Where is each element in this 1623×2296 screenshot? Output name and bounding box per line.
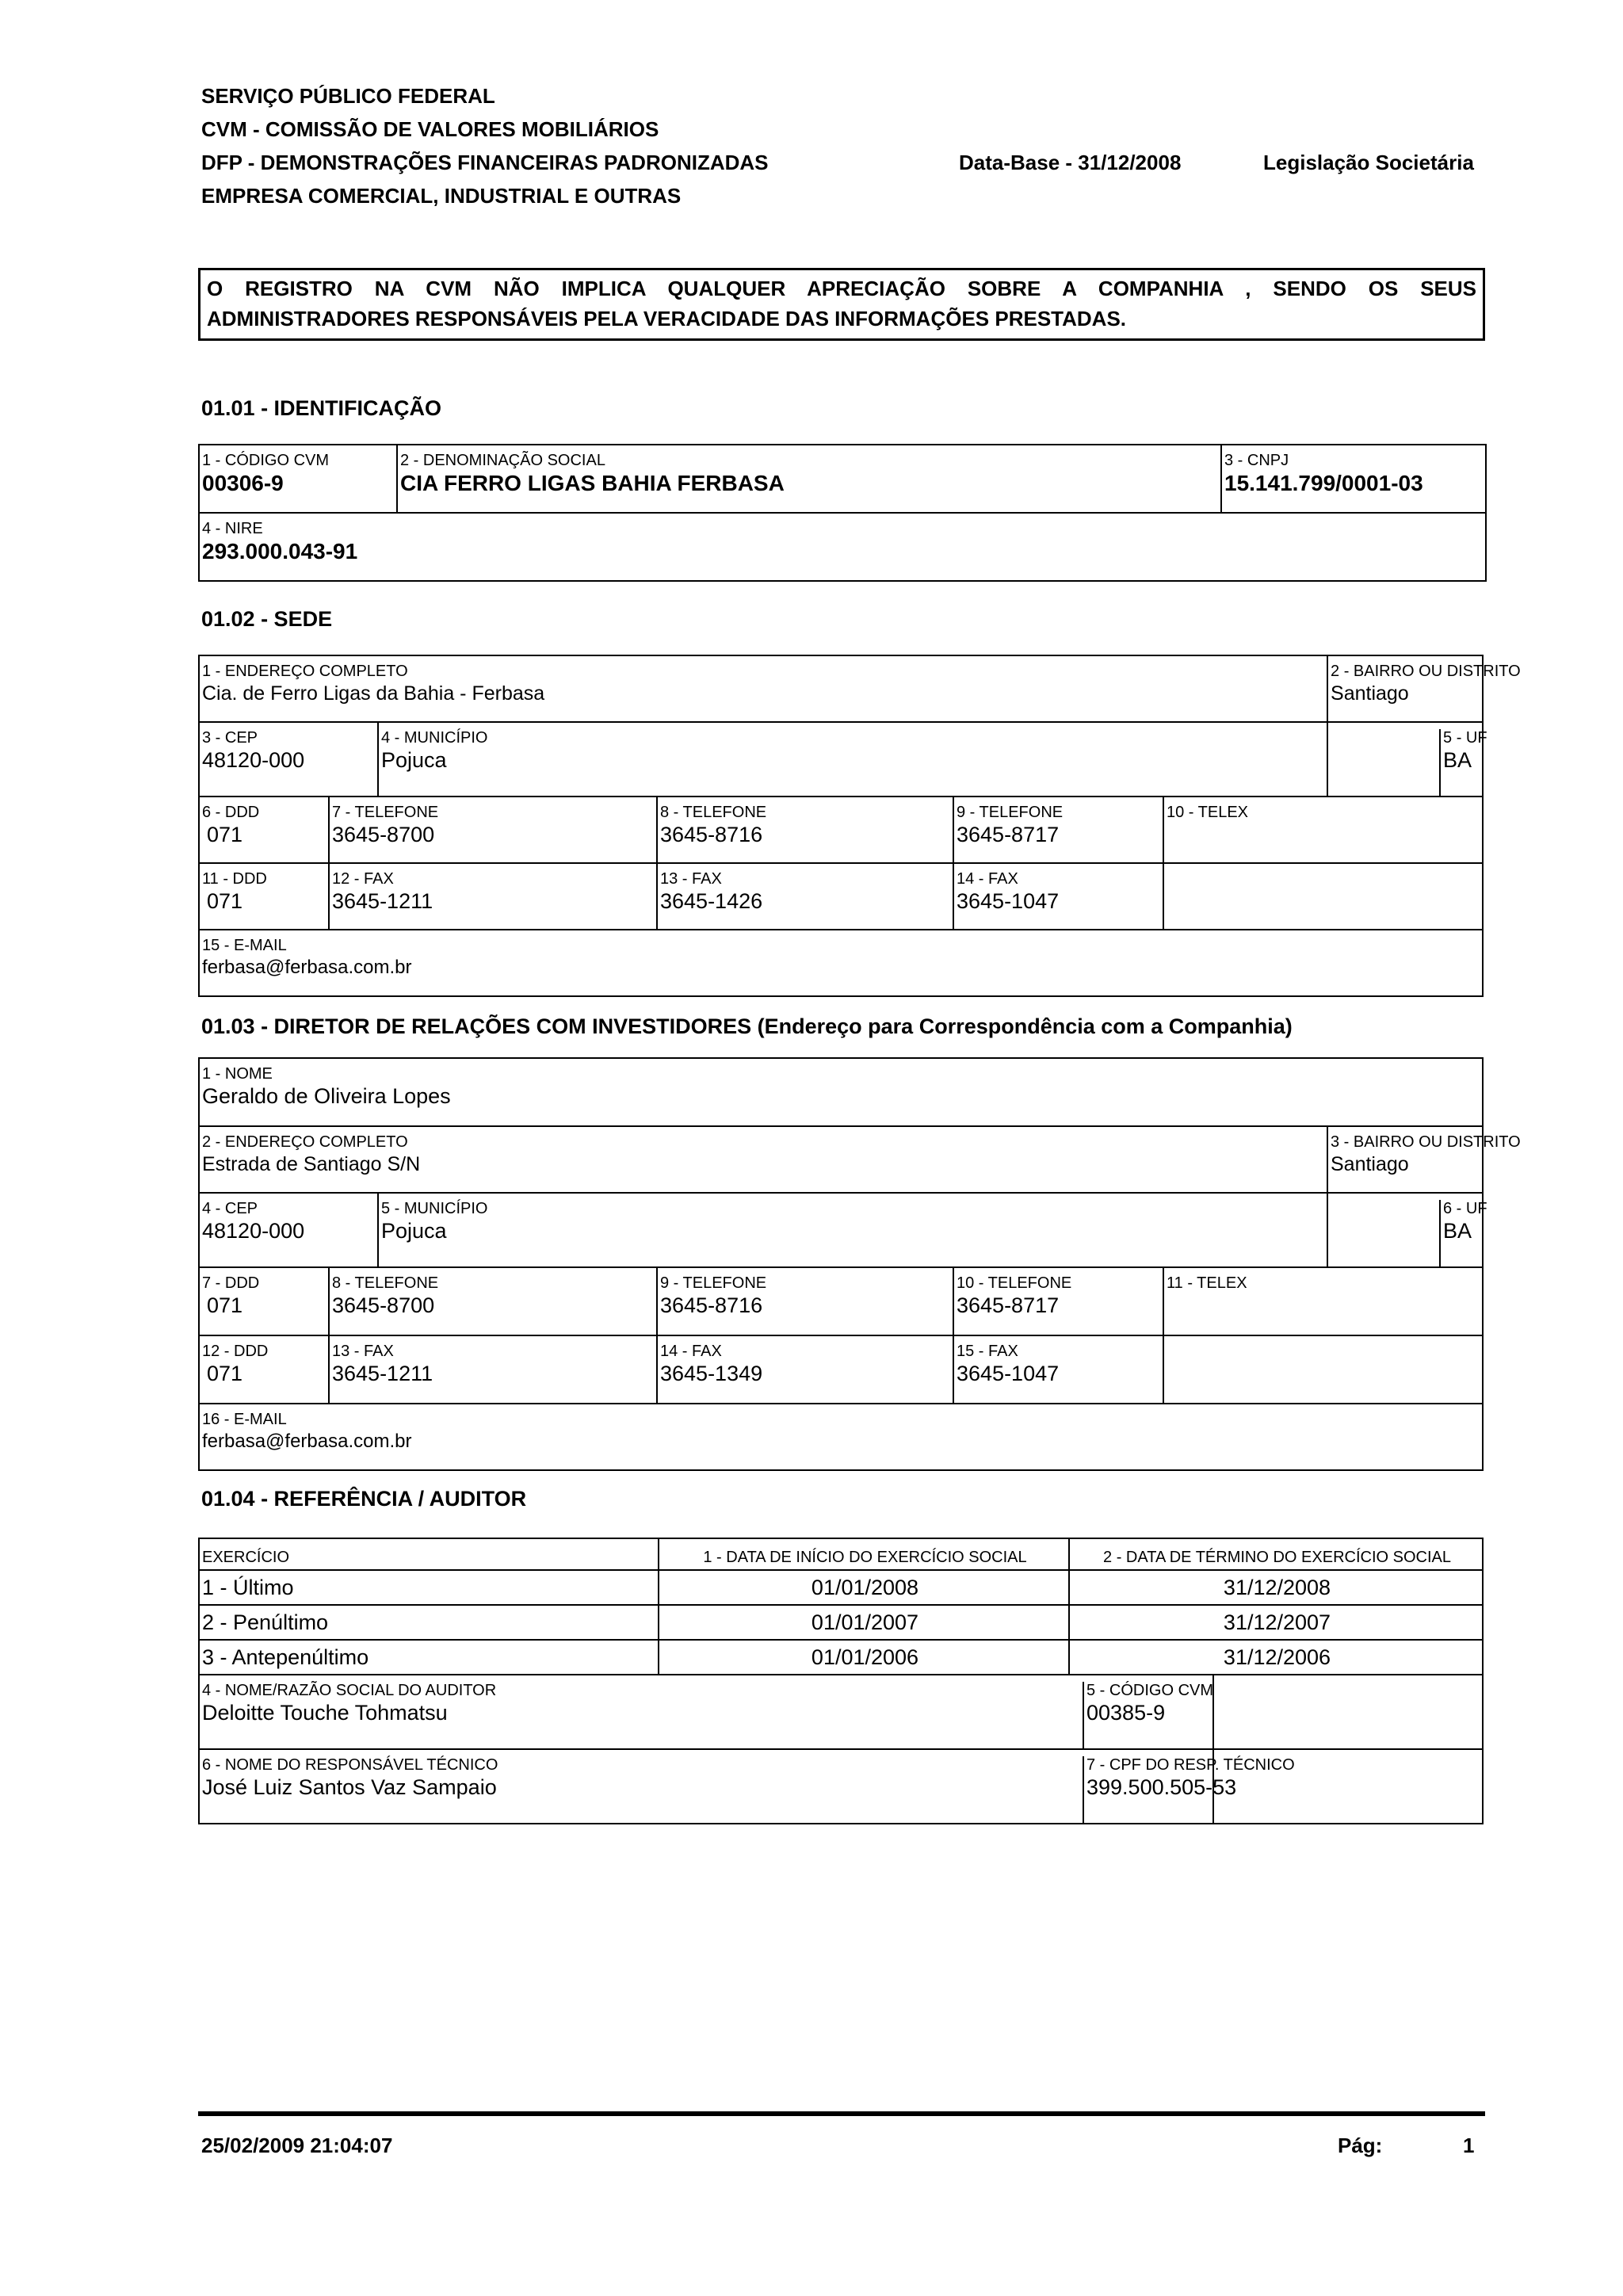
diretor-tel2-value: 3645-8716 [660,1293,763,1317]
diretor-nome-cell [199,1058,1483,1126]
diretor-empty-cell [1163,1335,1483,1404]
sede-uf-value: BA [1443,748,1472,772]
sede-fax1-cell [329,863,657,930]
table-row [199,1605,659,1640]
diretor-fax1-value: 3645-1211 [332,1362,433,1385]
sede-cep-value: 48120-000 [202,748,305,772]
diretor-tel2-cell [657,1267,953,1335]
field-label: 2 - DENOMINAÇÃO SOCIAL [400,452,605,469]
sede-ddd-value: 071 [207,823,243,846]
nire-value: 293.000.043-91 [202,539,358,563]
diretor-cep-cell [199,1193,378,1267]
diretor-tel3-cell [953,1267,1163,1335]
footer-page-number: 1 [1463,2134,1475,2157]
codigo-cvm-cell [199,445,397,513]
sede-tel2-cell [657,797,953,863]
col-termino-header [1069,1538,1483,1570]
field-label: 11 - DDD [202,870,267,888]
footer-rule [198,2111,1485,2116]
sede-tel1-cell [329,797,657,863]
diretor-fax1-cell [329,1335,657,1404]
field-label: 1 - NOME [202,1065,273,1083]
diretor-bairro-value: Santiago [1331,1153,1409,1175]
diretor-municipio-value: Pojuca [381,1219,447,1243]
field-label: 4 - CEP [202,1200,258,1217]
registration-notice [198,268,1485,341]
auditor-cell [199,1675,1213,1749]
field-label: 13 - FAX [332,1343,394,1360]
field-label: 15 - FAX [957,1343,1018,1360]
field-label: 5 - UF [1443,729,1487,747]
section-title-identificacao: 01.01 - IDENTIFICAÇÃO [201,396,442,420]
auditor-value: Deloitte Touche Tohmatsu [202,1701,448,1725]
section-title-diretor: 01.03 - DIRETOR DE RELAÇÕES COM INVESTIDORES (Endereço para Correspondência com a Companhia) [201,1014,1293,1038]
diretor-cep-value: 48120-000 [202,1219,305,1243]
diretor-table [198,1057,1521,1471]
diretor-tel1-value: 3645-8700 [332,1293,435,1317]
diretor-endereco-cell [199,1126,1327,1193]
inicio-cell: 01/01/2008 [811,1576,919,1599]
denominacao-value: CIA FERRO LIGAS BAHIA FERBASA [400,471,785,495]
sede-ddd-cell [199,797,329,863]
header-data-base: Data-Base - 31/12/2008 [959,151,1182,174]
field-label: 8 - TELEFONE [660,804,767,821]
field-label: 16 - E-MAIL [202,1411,287,1428]
diretor-bairro-cell [1327,1126,1521,1193]
col-termino-label: 2 - DATA DE TÉRMINO DO EXERCÍCIO SOCIAL [1103,1549,1451,1566]
field-label: 5 - MUNICÍPIO [381,1200,488,1217]
diretor-uf-cell [1327,1193,1487,1267]
sede-bairro-value: Santiago [1331,682,1409,705]
diretor-ddd2-value: 071 [207,1362,243,1385]
sede-tel3-value: 3645-8717 [957,823,1060,846]
sede-telex-cell [1163,797,1483,863]
field-label: 6 - DDD [202,804,260,821]
field-label: 3 - CNPJ [1224,452,1289,469]
codigo-cvm-value: 00306-9 [202,471,284,495]
sede-table [198,655,1521,997]
col-inicio-header [659,1538,1069,1570]
field-label: 2 - ENDEREÇO COMPLETO [202,1133,408,1151]
cpf-cell [1086,1749,1483,1824]
field-label: 6 - NOME DO RESPONSÁVEL TÉCNICO [202,1756,498,1774]
responsavel-value: José Luiz Santos Vaz Sampaio [202,1775,497,1799]
field-label: 2 - BAIRRO OU DISTRITO [1331,663,1521,680]
nire-cell [199,513,1486,581]
sede-email-cell [199,930,1483,996]
exercicio-cell: 1 - Último [202,1576,294,1599]
diretor-nome-value: Geraldo de Oliveira Lopes [202,1084,451,1108]
sede-fax3-cell [953,863,1163,930]
field-label: 14 - FAX [957,870,1018,888]
inicio-cell: 01/01/2006 [811,1645,919,1669]
field-label: 13 - FAX [660,870,722,888]
identificacao-table [198,444,1487,582]
field-label: 9 - TELEFONE [660,1274,767,1292]
diretor-telex-cell [1163,1267,1483,1335]
section-title-referencia: 01.04 - REFERÊNCIA / AUDITOR [201,1487,527,1511]
sede-endereco-cell [199,655,1327,722]
notice-line-2: ADMINISTRADORES RESPONSÁVEIS PELA VERACIDADE DAS INFORMAÇÕES PRESTADAS. [207,307,1127,330]
field-label: 8 - TELEFONE [332,1274,439,1292]
col-inicio-label: 1 - DATA DE INÍCIO DO EXERCÍCIO SOCIAL [703,1549,1027,1566]
field-label: 9 - TELEFONE [957,804,1064,821]
diretor-email-cell [199,1404,1483,1470]
diretor-ddd-value: 071 [207,1293,243,1317]
diretor-tel1-cell [329,1267,657,1335]
diretor-fax2-value: 3645-1349 [660,1362,763,1385]
termino-cell: 31/12/2008 [1223,1576,1331,1599]
field-label: 10 - TELEFONE [957,1274,1072,1292]
exercicio-cell: 2 - Penúltimo [202,1610,329,1634]
field-label: 6 - UF [1443,1200,1487,1217]
sede-endereco-value: Cia. de Ferro Ligas da Bahia - Ferbasa [202,682,545,705]
cnpj-cell [1221,445,1486,513]
field-label: 4 - NOME/RAZÃO SOCIAL DO AUDITOR [202,1682,497,1699]
field-label: 5 - CÓDIGO CVM [1086,1682,1214,1699]
header-line-empresa: EMPRESA COMERCIAL, INDUSTRIAL E OUTRAS [201,184,682,208]
header-line-cvm: CVM - COMISSÃO DE VALORES MOBILIÁRIOS [201,117,659,141]
diretor-municipio-cell [378,1193,1327,1267]
termino-cell: 31/12/2006 [1223,1645,1331,1669]
exercicio-cell: 3 - Antepenúltimo [202,1645,369,1669]
field-label: 7 - CPF DO RESP. TÉCNICO [1086,1756,1295,1774]
table-row [199,1570,659,1605]
auditor-codigo-value: 00385-9 [1086,1701,1166,1725]
footer-page-label: Pág: [1338,2134,1383,2157]
sede-municipio-value: Pojuca [381,748,447,772]
field-label: 15 - E-MAIL [202,937,287,954]
section-title-sede: 01.02 - SEDE [201,607,333,631]
sede-tel3-cell [953,797,1163,863]
sede-fax3-value: 3645-1047 [957,889,1060,913]
cnpj-value: 15.141.799/0001-03 [1224,471,1423,495]
field-label: 7 - DDD [202,1274,260,1292]
field-label: 4 - NIRE [202,520,263,537]
header-line-dfp: DFP - DEMONSTRAÇÕES FINANCEIRAS PADRONIZADAS [201,151,769,174]
field-label: 4 - MUNICÍPIO [381,729,488,747]
auditor-codigo-cell [1086,1675,1483,1749]
footer-datetime: 25/02/2009 21:04:07 [201,2134,393,2157]
sede-uf-cell [1327,722,1487,797]
field-label: 11 - TELEX [1167,1274,1247,1292]
sede-cep-cell [199,722,378,797]
table-row [199,1640,659,1675]
field-label: 12 - DDD [202,1343,269,1360]
field-label: 14 - FAX [660,1343,722,1360]
diretor-email-value: ferbasa@ferbasa.com.br [202,1431,412,1452]
header-legislacao: Legislação Societária [1263,151,1474,174]
notice-line-1: O REGISTRO NA CVM NÃO IMPLICA QUALQUER APRECIAÇÃO SOBRE A COMPANHIA , SENDO OS SEUS [207,277,1476,300]
field-label: 12 - FAX [332,870,394,888]
diretor-ddd-cell [199,1267,329,1335]
referencia-table [198,1538,1484,1824]
sede-fax1-value: 3645-1211 [332,889,433,913]
diretor-endereco-value: Estrada de Santiago S/N [202,1153,421,1175]
sede-ddd2-cell [199,863,329,930]
col-exercicio-label: EXERCÍCIO [202,1549,290,1566]
field-label: 10 - TELEX [1167,804,1249,821]
field-label: 1 - ENDEREÇO COMPLETO [202,663,408,680]
responsavel-cell [199,1749,1213,1824]
sede-empty-cell [1163,863,1483,930]
sede-tel2-value: 3645-8716 [660,823,763,846]
denominacao-cell [397,445,1221,513]
col-exercicio-header [199,1538,659,1570]
sede-fax2-value: 3645-1426 [660,889,763,913]
diretor-fax2-cell [657,1335,953,1404]
sede-email-value: ferbasa@ferbasa.com.br [202,957,412,978]
diretor-uf-value: BA [1443,1219,1472,1243]
diretor-ddd2-cell [199,1335,329,1404]
sede-ddd2-value: 071 [207,889,243,913]
sede-bairro-cell [1327,655,1521,722]
inicio-cell: 01/01/2007 [811,1610,919,1634]
field-label: 1 - CÓDIGO CVM [202,452,330,469]
field-label: 7 - TELEFONE [332,804,439,821]
field-label: 3 - BAIRRO OU DISTRITO [1331,1133,1521,1151]
field-label: 3 - CEP [202,729,258,747]
header-line-servico: SERVIÇO PÚBLICO FEDERAL [201,84,495,108]
diretor-fax3-cell [953,1335,1163,1404]
termino-cell: 31/12/2007 [1223,1610,1331,1634]
sede-municipio-cell [378,722,1327,797]
diretor-tel3-value: 3645-8717 [957,1293,1060,1317]
diretor-fax3-value: 3645-1047 [957,1362,1060,1385]
sede-tel1-value: 3645-8700 [332,823,435,846]
cpf-value: 399.500.505-53 [1086,1775,1237,1799]
sede-fax2-cell [657,863,953,930]
